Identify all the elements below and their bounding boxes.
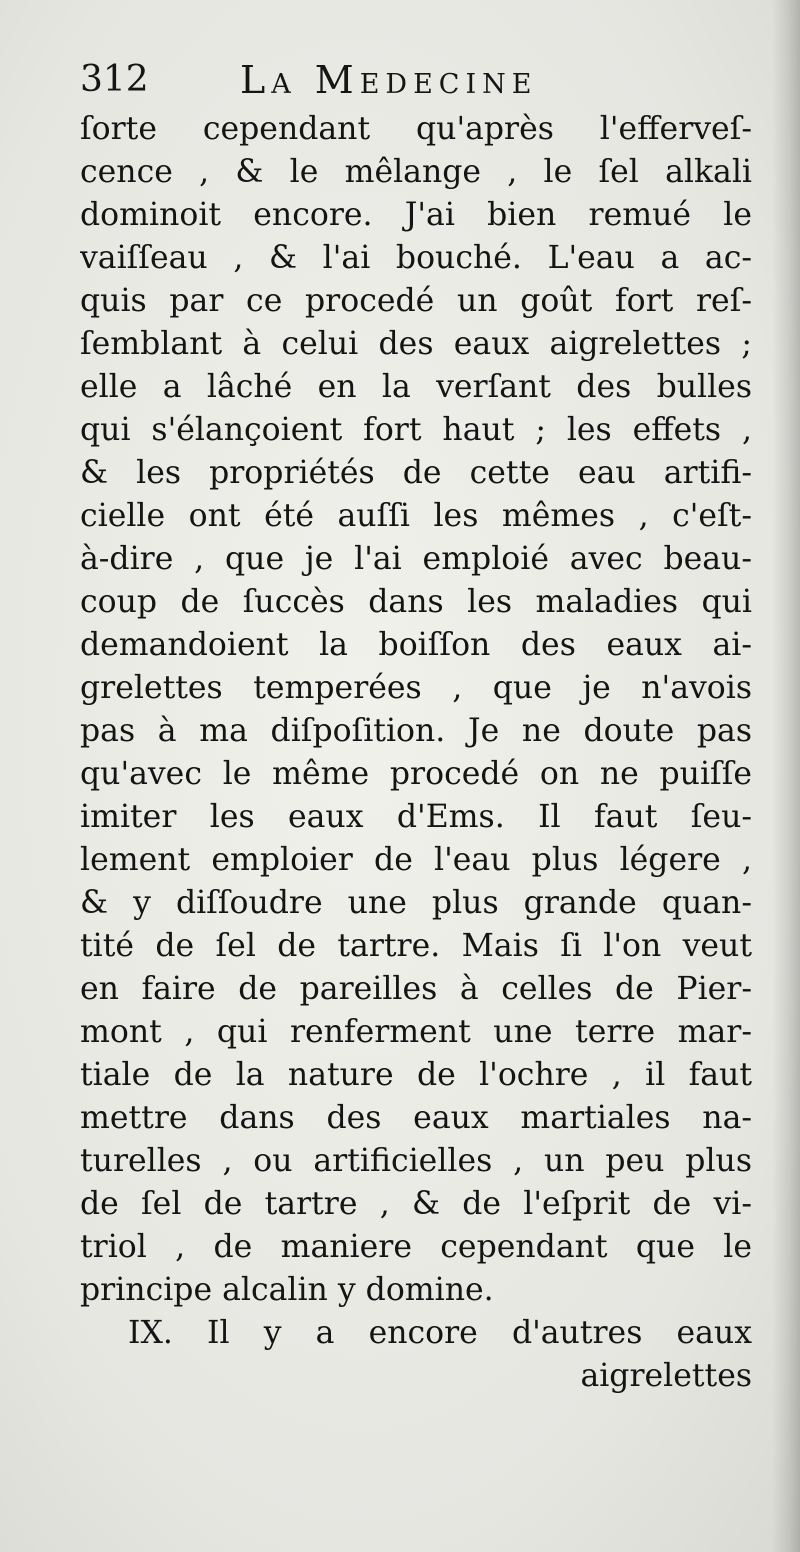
text-line: triol , de maniere cependant que le [80,1229,752,1265]
text-line: grelettes temperées , que je n'avois [80,670,752,706]
text-line: ſorte cependant qu'après l'efferveſ- [80,111,752,147]
text-line: coup de ſuccès dans les maladies qui [80,584,752,620]
text-line: tité de ſel de tartre. Mais ſi l'on veut [80,928,752,964]
text-line: qu'avec le même procedé on ne puiſſe [80,756,752,792]
text-line: ſemblant à celui des eaux aigrelettes ; [80,326,752,362]
text-line: lement emploier de l'eau plus légere , [80,842,752,878]
running-head: La Medecine [240,58,538,102]
text-line: mettre dans des eaux martiales na- [80,1100,752,1136]
text-line: cence , & le mêlange , le ſel alkali [80,154,752,190]
text-line: elle a lâché en la verſant des bulles [80,369,752,405]
page-header [80,55,760,105]
page-edge-shadow [772,0,800,1552]
text-line: imiter les eaux d'Ems. Il faut ſeu- [80,799,752,835]
body-text [80,108,752,1398]
text-line: & les propriétés de cette eau artifi- [80,455,752,491]
text-line: en faire de pareilles à celles de Pier- [80,971,752,1007]
text-line: vaiſſeau , & l'ai bouché. L'eau a ac- [80,240,752,276]
text-line: pas à ma diſpoſition. Je ne doute pas [80,713,752,749]
text-line: & y diſſoudre une plus grande quan- [80,885,752,921]
page-number: 312 [80,59,149,100]
text-line: tiale de la nature de l'ochre , il faut [80,1057,752,1093]
catchword: aigrelettes [580,1358,752,1394]
section-start-line: IX. Il y a encore d'autres eaux [128,1315,752,1351]
text-line: turelles , ou artificielles , un peu plus [80,1143,752,1179]
text-line: mont , qui renferment une terre mar- [80,1014,752,1050]
text-line: cielle ont été auſſi les mêmes , c'eſt- [80,498,752,534]
text-line: demandoient la boiſſon des eaux ai- [80,627,752,663]
text-line: qui s'élançoient fort haut ; les effets , [80,412,752,448]
paragraph-end-line: principe alcalin y domine. [80,1272,494,1308]
text-line: dominoit encore. J'ai bien remué le [80,197,752,233]
text-line: à-dire , que je l'ai emploié avec beau- [80,541,752,577]
text-line: de ſel de tartre , & de l'eſprit de vi- [80,1186,752,1222]
text-line: quis par ce procedé un goût fort reſ- [80,283,752,319]
